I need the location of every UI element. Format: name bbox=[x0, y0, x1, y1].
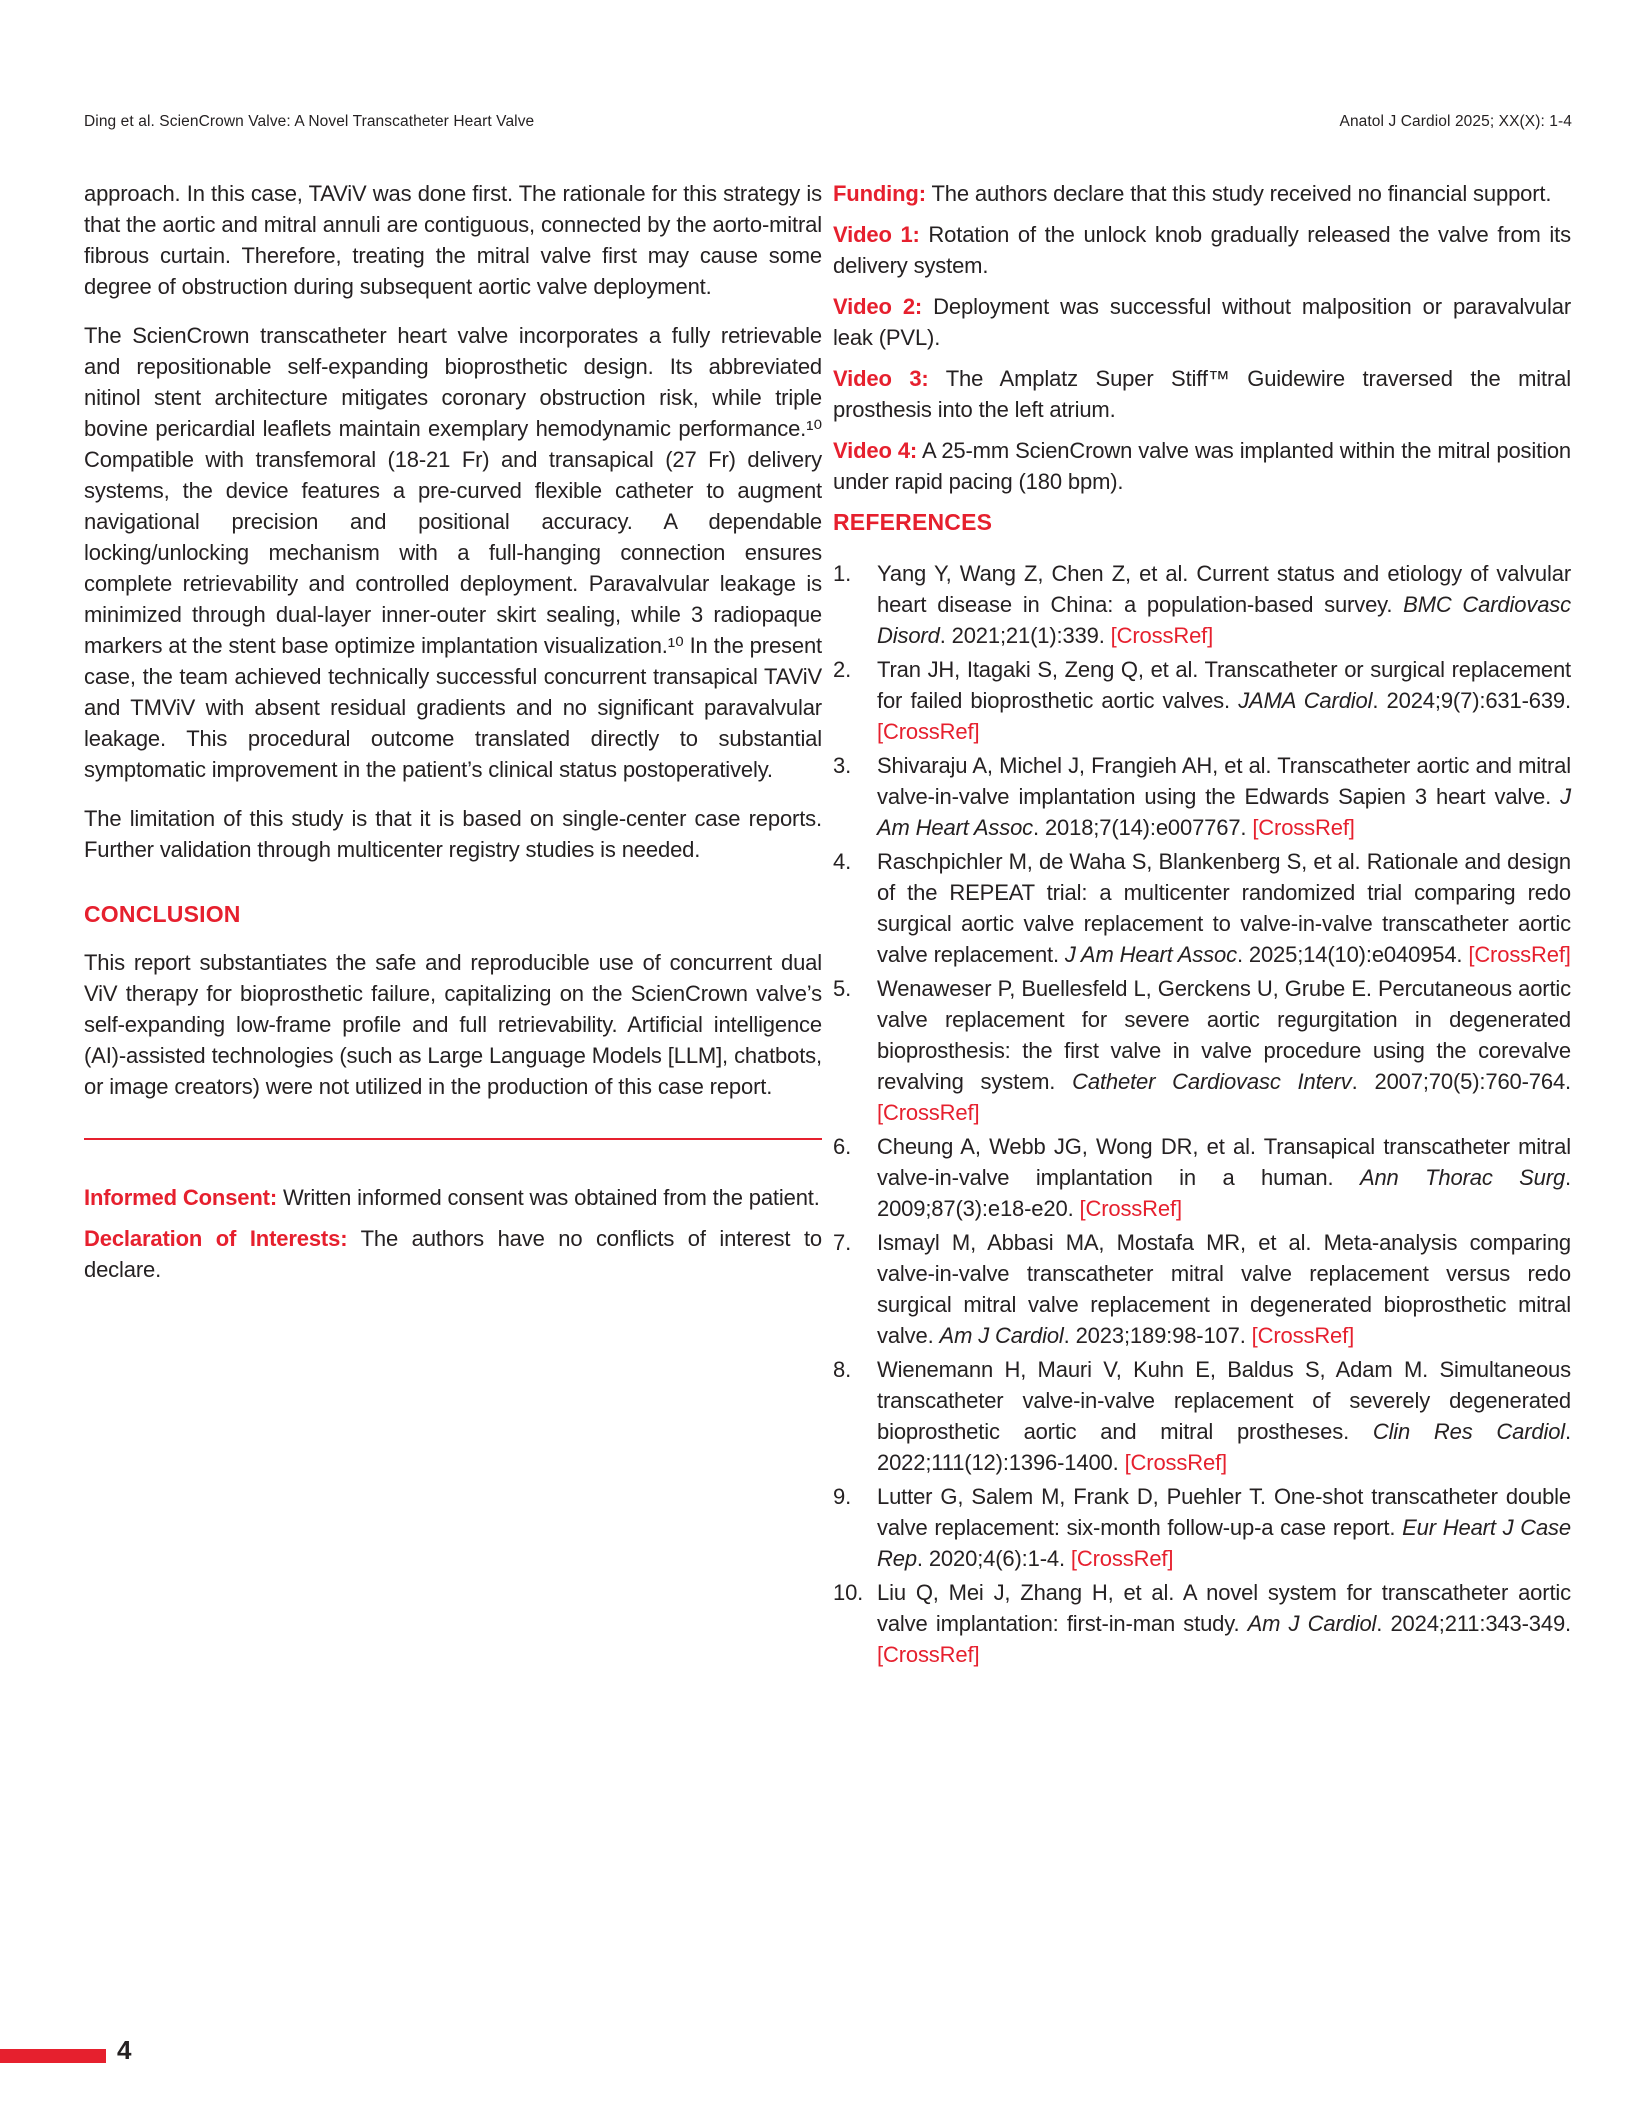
note-label: Informed Consent: bbox=[84, 1185, 278, 1210]
running-head-citation: Ding et al. ScienCrown Valve: A Novel Transcatheter Heart Valve bbox=[84, 113, 535, 130]
note-label: Video 1: bbox=[833, 222, 920, 247]
reference-item: 6. Cheung A, Webb JG, Wong DR, et al. Transapical transcatheter mitral valve-in-valve implantation in a human. Ann Thorac Surg. 2009;87(3):e18-e20. [CrossRef] bbox=[833, 1131, 1571, 1224]
journal-name: JAMA Cardiol bbox=[1238, 688, 1373, 713]
reference-number: 4. bbox=[833, 849, 852, 874]
note-paragraph: Declaration of Interests: The authors have no conflicts of interest to declare. bbox=[84, 1226, 823, 1282]
reference-number: 5. bbox=[833, 976, 852, 1001]
references-heading: REFERENCES bbox=[833, 509, 993, 535]
journal-name: Am J Cardiol bbox=[939, 1323, 1064, 1348]
journal-name: BMC Cardiovasc Disord bbox=[877, 592, 1571, 648]
reference-number: 2. bbox=[833, 657, 852, 682]
note-paragraph: Video 1: Rotation of the unlock knob gradually released the valve from its delivery system. bbox=[833, 222, 1571, 278]
body-paragraph: The limitation of this study is that it is based on single-center case reports. Further validation through multicenter registry studies is needed. bbox=[84, 806, 822, 862]
running-head-journal-info: Anatol J Cardiol 2025; XX(X): 1-4 bbox=[1339, 113, 1572, 130]
reference-number: 6. bbox=[833, 1134, 852, 1159]
journal-name: Eur Heart J Case Rep bbox=[877, 1515, 1571, 1571]
page-number: 4 bbox=[117, 2035, 132, 2065]
crossref-link[interactable]: [CrossRef] bbox=[877, 719, 980, 744]
reference-number: 7. bbox=[833, 1230, 852, 1255]
reference-item: 8. Wienemann H, Mauri V, Kuhn E, Baldus S, Adam M. Simultaneous transcatheter valve-in-valve replacement of severely degenerated bioprosthetic aortic and mitral prostheses. Clin Res Cardiol. 2022;111(12):1396-1400. [CrossRef] bbox=[833, 1354, 1571, 1478]
left-column bbox=[84, 178, 822, 1295]
reference-item: 4. Raschpichler M, de Waha S, Blankenberg S, et al. Rationale and design of the REPEAT trial: a multicenter randomized trial comparing redo surgical aortic valve replacement to valve-in-valve transcatheter aortic valve replacement. J Am Heart Assoc. 2025;14(10):e040954. [CrossRef] bbox=[833, 846, 1571, 970]
note-paragraph: Video 2: Deployment was successful without malposition or paravalvular leak (PVL). bbox=[833, 294, 1571, 350]
note-label: Video 2: bbox=[833, 294, 923, 319]
body-paragraph: approach. In this case, TAViV was done first. The rationale for this strategy is that the aortic and mitral annuli are contiguous, connected by the aorto-mitral fibrous curtain. Therefore, treating the mitral valve first may cause some degree of obstruction during subsequent aortic valve deployment. bbox=[84, 181, 822, 299]
note-label: Declaration of Interests: bbox=[84, 1226, 348, 1251]
reference-item: 2. Tran JH, Itagaki S, Zeng Q, et al. Transcatheter or surgical replacement for failed bioprosthetic aortic valves. JAMA Cardiol. 2024;9(7):631-639. [CrossRef] bbox=[833, 654, 1571, 747]
note-label: Video 3: bbox=[833, 366, 929, 391]
reference-number: 9. bbox=[833, 1484, 852, 1509]
running-head bbox=[84, 112, 1572, 132]
reference-number: 10. bbox=[833, 1580, 864, 1605]
reference-item: 3. Shivaraju A, Michel J, Frangieh AH, et al. Transcatheter aortic and mitral valve-in-valve implantation using the Edwards Sapien 3 heart valve. J Am Heart Assoc. 2018;7(14):e007767. [CrossRef] bbox=[833, 750, 1571, 843]
crossref-link[interactable]: [CrossRef] bbox=[1079, 1196, 1182, 1221]
crossref-link[interactable]: [CrossRef] bbox=[877, 1642, 980, 1667]
journal-name: J Am Heart Assoc bbox=[877, 784, 1571, 840]
conclusion-paragraph: This report substantiates the safe and reproducible use of concurrent dual ViV therapy for bioprosthetic failure, capitalizing on the ScienCrown valve’s self-expanding low-frame profile and full retrievability. Artificial intelligence (AI)-assisted technologies (such as Large Language Models [LLM], chatbots, or image creators) were not utilized in the production of this case report. bbox=[84, 950, 822, 1099]
crossref-link[interactable]: [CrossRef] bbox=[1124, 1450, 1227, 1475]
funding-video-notes bbox=[833, 178, 1571, 497]
note-paragraph: Video 4: A 25-mm ScienCrown valve was implanted within the mitral position under rapid pacing (180 bpm). bbox=[833, 438, 1571, 494]
declaration-notes bbox=[84, 1182, 822, 1285]
reference-number: 1. bbox=[833, 561, 852, 586]
note-paragraph: Informed Consent: Written informed consent was obtained from the patient. bbox=[84, 1185, 820, 1210]
reference-number: 8. bbox=[833, 1357, 852, 1382]
section-divider bbox=[84, 1138, 822, 1140]
right-column bbox=[833, 178, 1571, 1673]
journal-name: Clin Res Cardiol bbox=[1372, 1419, 1566, 1444]
journal-name: J Am Heart Assoc bbox=[1064, 942, 1237, 967]
reference-item: 5. Wenaweser P, Buellesfeld L, Gerckens U, Grube E. Percutaneous aortic valve replacement for severe aortic regurgitation in degenerated bioprosthesis: the first valve in valve procedure using the corevalve revalving system. Catheter Cardiovasc Interv. 2007;70(5):760-764. [CrossRef] bbox=[833, 973, 1571, 1128]
reference-item: 10. Liu Q, Mei J, Zhang H, et al. A novel system for transcatheter aortic valve implantation: first-in-man study. Am J Cardiol. 2024;211:343-349. [CrossRef] bbox=[833, 1577, 1571, 1670]
conclusion-heading: CONCLUSION bbox=[84, 901, 241, 927]
crossref-link[interactable]: [CrossRef] bbox=[1110, 623, 1214, 648]
note-paragraph: Video 3: The Amplatz Super Stiff™ Guidewire traversed the mitral prosthesis into the left atrium. bbox=[833, 366, 1571, 422]
journal-name: Am J Cardiol bbox=[1247, 1611, 1377, 1636]
reference-number: 3. bbox=[833, 753, 852, 778]
note-paragraph: Funding: The authors declare that this study received no financial support. bbox=[833, 181, 1552, 206]
reference-item: 1. Yang Y, Wang Z, Chen Z, et al. Current status and etiology of valvular heart disease in China: a population-based survey. BMC Cardiovasc Disord. 2021;21(1):339. [CrossRef] bbox=[833, 558, 1571, 651]
journal-name: Catheter Cardiovasc Interv bbox=[1072, 1069, 1352, 1094]
reference-item: 9. Lutter G, Salem M, Frank D, Puehler T. One-shot transcatheter double valve replacement: six-month follow-up-a case report. Eur Heart J Case Rep. 2020;4(6):1-4. [CrossRef] bbox=[833, 1481, 1571, 1574]
page-number-bar bbox=[0, 2049, 106, 2063]
crossref-link[interactable]: [CrossRef] bbox=[1252, 815, 1355, 840]
crossref-link[interactable]: [CrossRef] bbox=[1251, 1323, 1355, 1348]
crossref-link[interactable]: [CrossRef] bbox=[877, 1100, 980, 1125]
reference-item: 7. Ismayl M, Abbasi MA, Mostafa MR, et al. Meta-analysis comparing valve-in-valve transcatheter mitral valve replacement versus redo surgical mitral valve replacement in degenerated bioprosthetic mitral valve. Am J Cardiol. 2023;189:98-107. [CrossRef] bbox=[833, 1227, 1571, 1351]
references-list bbox=[833, 558, 1571, 1670]
journal-name: Ann Thorac Surg bbox=[1359, 1165, 1566, 1190]
note-label: Video 4: bbox=[833, 438, 918, 463]
body-paragraph: The ScienCrown transcatheter heart valve incorporates a fully retrievable and repositionable self-expanding bioprosthetic design. Its abbreviated nitinol stent architecture mitigates coronary obstruction risk, while triple bovine pericardial leaflets maintain exemplary hemodynamic performance.¹⁰ Compatible with transfemoral (18-21 Fr) and transapical (27 Fr) delivery systems, the device features a pre-curved flexible catheter to augment navigational precision and positional accuracy. A dependable locking/unlocking mechanism with a full-hanging connection ensures complete retrievability and controlled deployment. Paravalvular leakage is minimized through dual-layer inner-outer skirt sealing, while 3 radiopaque markers at the stent base optimize implantation visualization.¹⁰ In the present case, the team achieved technically successful concurrent transapical TAViV and TMViV with absent residual gradients and no significant paravalvular leakage. This procedural outcome translated directly to substantial symptomatic improvement in the patient’s clinical status postoperatively. bbox=[84, 323, 823, 782]
note-label: Funding: bbox=[833, 181, 926, 206]
crossref-link[interactable]: [CrossRef] bbox=[1468, 942, 1571, 967]
crossref-link[interactable]: [CrossRef] bbox=[1070, 1546, 1174, 1571]
